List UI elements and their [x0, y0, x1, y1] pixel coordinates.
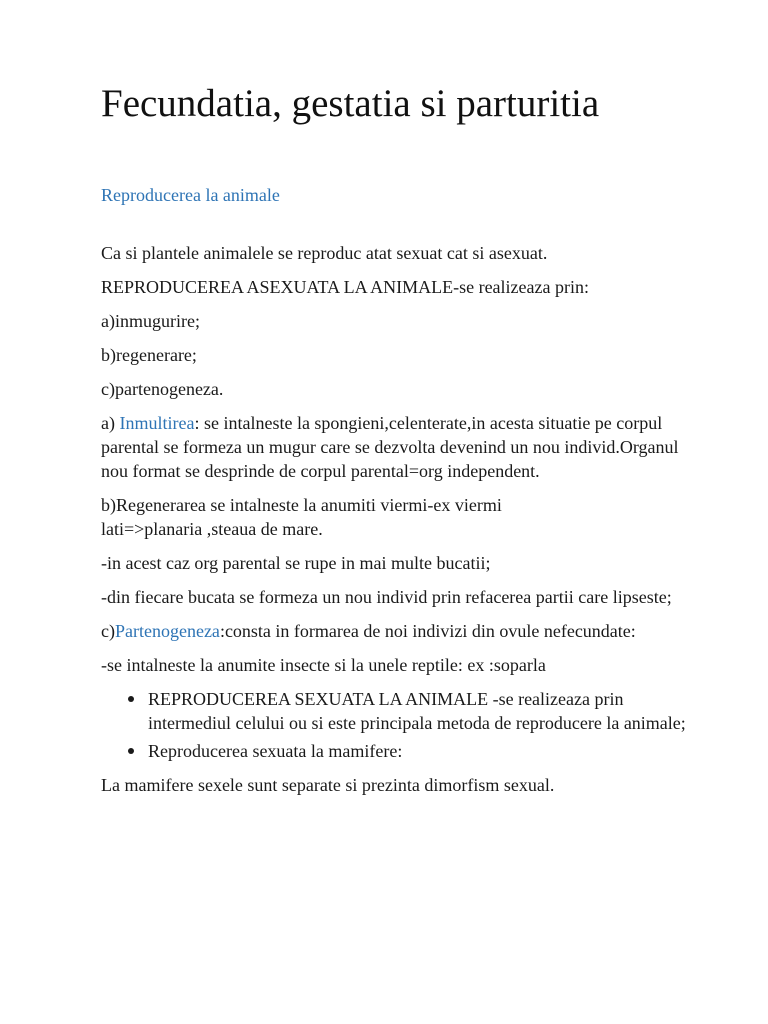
inmultirea-prefix: a) — [101, 413, 120, 433]
paragraph-regenerarea — [101, 493, 708, 541]
partenogeneza-text: :consta in formarea de noi indivizi din ovule nefecundate: — [219, 621, 636, 641]
bullet-text-sexual: REPRODUCEREA SEXUATA LA ANIMALE -se realizeaza prin intermediul celului ou si este principala metoda de reproducere la animale; — [148, 689, 686, 733]
bullet-text-mamifere: Reproducerea sexuata la mamifere: — [148, 741, 403, 761]
paragraph-asexual-heading: REPRODUCEREA ASEXUATA LA ANIMALE-se realizeaza prin: — [101, 277, 589, 297]
partenogeneza-prefix: c) — [101, 621, 115, 641]
paragraph-rupe: -in acest caz org parental se rupe in mai multe bucatii; — [101, 553, 491, 573]
paragraph-fiecare: -din fiecare bucata se formeza un nou individ prin refacerea partii care lipseste; — [101, 587, 672, 607]
paragraph-insecte: -se intalneste la anumite insecte si la unele reptile: ex :soparla — [101, 655, 546, 675]
partenogeneza-term: Partenogeneza — [114, 621, 220, 641]
bullet-list — [101, 687, 708, 763]
paragraph-item-b: b)regenerare; — [101, 345, 197, 365]
paragraph-closing: La mamifere sexele sunt separate si prezinta dimorfism sexual. — [101, 775, 555, 795]
bullet-item-sexual — [101, 687, 708, 735]
paragraph-intro: Ca si plantele animalele se reproduc atat sexuat cat si asexuat. — [101, 243, 548, 263]
paragraph-item-c: c)partenogeneza. — [101, 379, 224, 399]
bullet-dot-icon — [128, 696, 134, 702]
paragraph-inmultirea — [101, 411, 708, 483]
paragraph-partenogeneza — [101, 619, 708, 643]
bullet-dot-icon — [128, 748, 134, 754]
inmultirea-term: Inmultirea — [119, 413, 195, 433]
paragraph-item-a: a)inmugurire; — [101, 311, 200, 331]
inmultirea-text: : se intalneste la spongieni,celenterate,in acesta situatie pe corpul parental se formeza un mugur care se dezvolta devenind un nou individ.Organul nou format se desprinde de corpul parental=org independent. — [101, 413, 679, 481]
section-subheading: Reproducerea la animale — [101, 185, 280, 205]
regenerarea-line2: lati=>planaria ,steaua de mare. — [101, 519, 323, 539]
regenerarea-line1: b)Regenerarea se intalneste la anumiti viermi-ex viermi — [101, 495, 502, 515]
bullet-item-mamifere — [101, 739, 708, 763]
document-title: Fecundatia, gestatia si parturitia — [101, 82, 600, 125]
